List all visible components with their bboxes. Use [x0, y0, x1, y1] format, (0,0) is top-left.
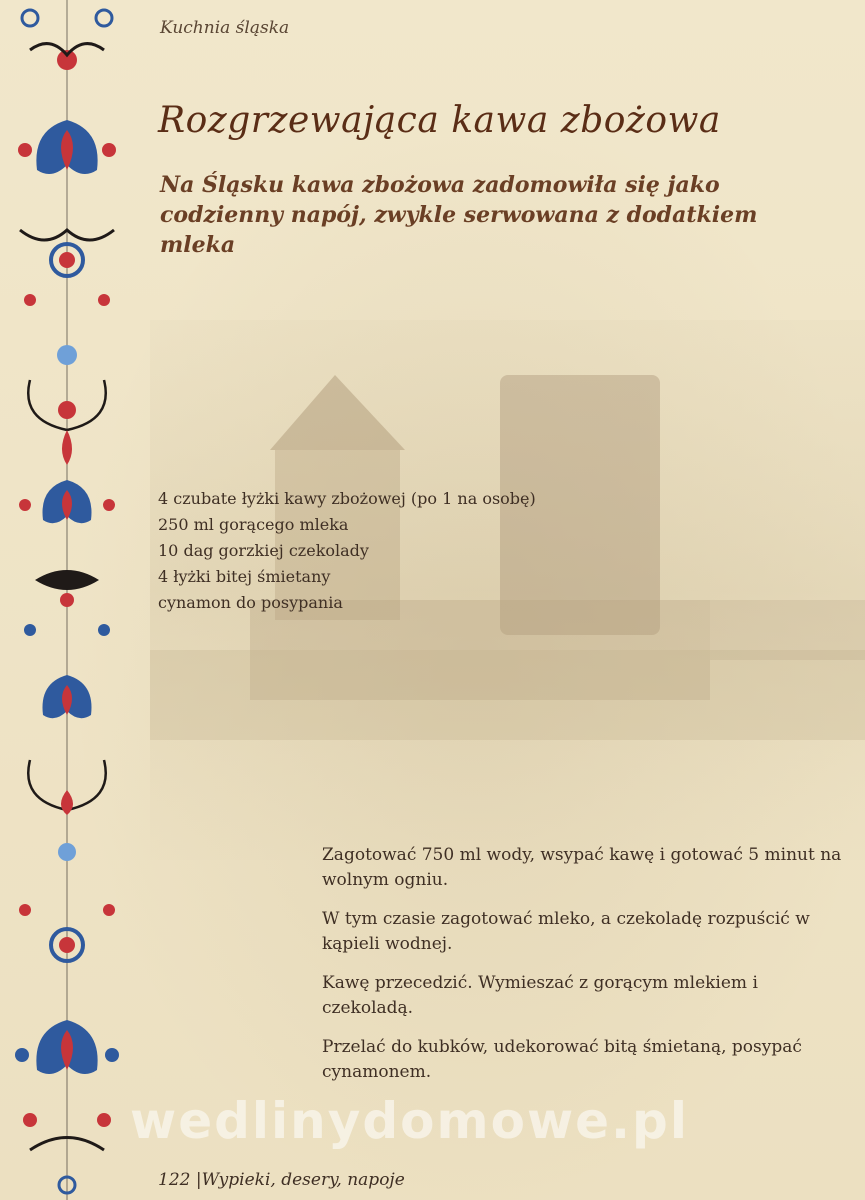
recipe-title: Rozgrzewająca kawa zbożowa [158, 100, 721, 141]
page-footer [158, 1170, 405, 1190]
folk-ornament-border [0, 0, 135, 1200]
ingredient-item: 10 dag gorzkiej czekolady [158, 541, 369, 560]
border-motif-tulip-1 [18, 120, 116, 174]
step-paragraph: Kawę przecedzić. Wymieszać z gorącym mlekiem i czekoladą. [322, 973, 758, 1018]
ingredient-item: cynamon do posypania [158, 593, 343, 612]
step-paragraph: Zagotować 750 ml wody, wsypać kawę i gotować 5 minut na wolnym ogniu. [322, 845, 842, 890]
page-number: 122 [158, 1170, 191, 1190]
ingredient-item: 4 czubate łyżki kawy zbożowej (po 1 na osobę) [158, 489, 536, 508]
ingredient-item: 4 łyżki bitej śmietany [158, 567, 331, 586]
border-motif-tulip-2 [19, 480, 115, 523]
border-motif-tulip-4 [15, 1020, 119, 1074]
preparation-steps [322, 843, 842, 1099]
ingredient-list [158, 486, 536, 616]
running-header: Kuchnia śląska [160, 18, 290, 38]
recipe-subtitle: Na Śląsku kawa zbożowa zadomowiła się jako codzienny napój, zwykle serwowana z dodatkiem mleka [160, 172, 758, 258]
watermark: wedlinydomowe.pl [130, 1092, 689, 1150]
ingredient-item: 250 ml gorącego mleka [158, 515, 349, 534]
section-name: |Wypieki, desery, napoje [195, 1170, 405, 1190]
step-paragraph: Przelać do kubków, udekorować bitą śmietaną, posypać cynamonem. [322, 1037, 802, 1082]
border-motif-tulip-3 [43, 675, 92, 718]
border-motif-3 [28, 345, 106, 465]
step-paragraph: W tym czasie zagotować mleko, a czekoladę rozpuścić w kąpieli wodnej. [322, 909, 810, 954]
